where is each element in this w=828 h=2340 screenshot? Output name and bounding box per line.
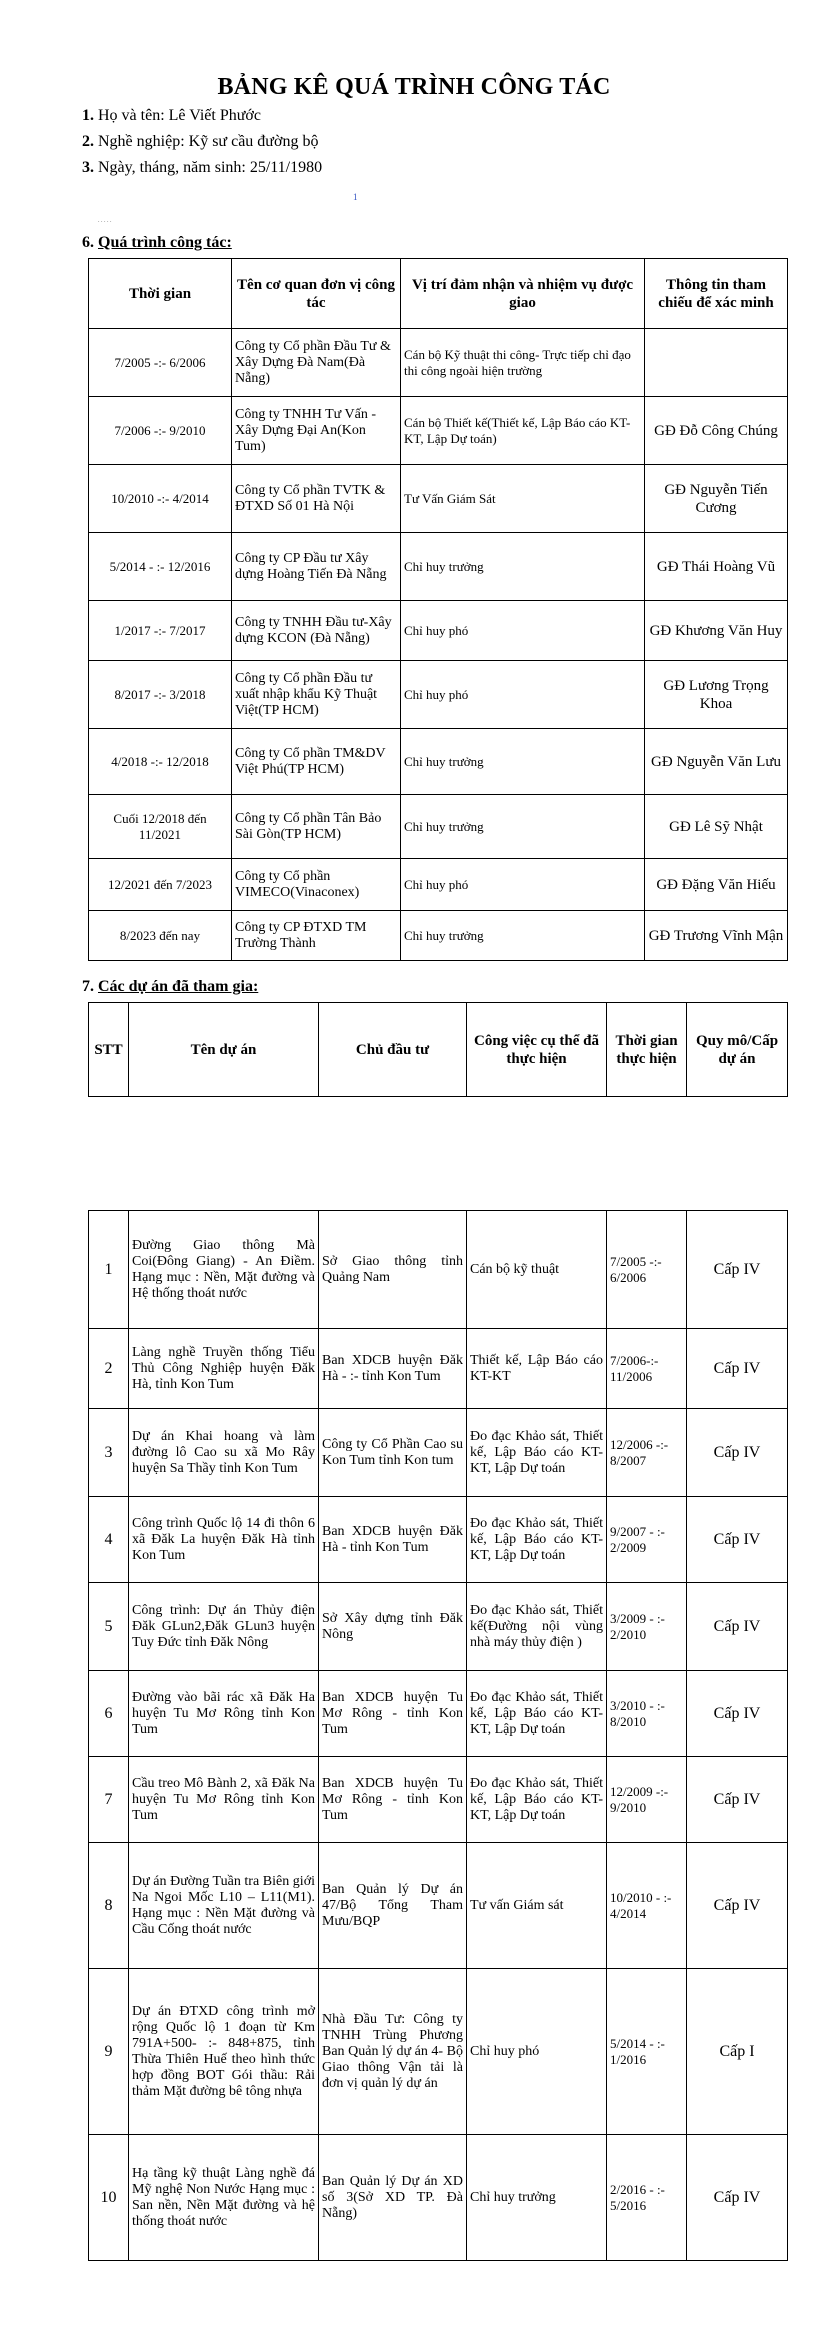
task-cell: Đo đạc Khảo sát, Thiết kế, Lập Báo cáo KT-KT, Lập Dự toán [467, 1671, 607, 1757]
project-name-cell: Dự án Khai hoang và làm đường lô Cao su xã Mo Rây huyện Sa Thầy tỉnh Kon Tum [129, 1409, 319, 1497]
scale-cell: Cấp IV [687, 1843, 788, 1969]
duration-cell: 10/2010 - :- 4/2014 [607, 1843, 687, 1969]
position-cell: Chỉ huy phó [401, 661, 645, 729]
investor-cell: Ban XDCB huyện Đăk Hà - :- tỉnh Kon Tum [319, 1329, 467, 1409]
info-occupation [82, 132, 318, 152]
reference-cell: GĐ Đặng Văn Hiếu [645, 859, 788, 911]
table-row [89, 729, 788, 795]
section-label: Quá trình công tác: [98, 234, 232, 251]
task-cell: Đo đạc Khảo sát, Thiết kế, Lập Báo cáo KT-KT, Lập Dự toán [467, 1497, 607, 1583]
position-cell: Cán bộ Kỹ thuật thi công- Trực tiếp chỉ đạo thi công ngoài hiện trường [401, 329, 645, 397]
table-row [89, 465, 788, 533]
task-cell: Cán bộ kỹ thuật [467, 1211, 607, 1329]
info-text: Nghề nghiệp: Kỹ sư cầu đường bộ [98, 133, 319, 150]
projects-table [88, 1210, 788, 2261]
table-row [89, 911, 788, 961]
header-cell: Vị trí đảm nhận và nhiệm vụ được giao [401, 259, 645, 329]
section-label: Các dự án đã tham gia: [98, 978, 259, 995]
work-history-table [88, 258, 788, 961]
table-row [89, 1329, 788, 1409]
task-cell: Tư vấn Giám sát [467, 1843, 607, 1969]
duration-cell: 5/2014 - :- 1/2016 [607, 1969, 687, 2135]
investor-cell: Ban XDCB huyện Tu Mơ Rông - tỉnh Kon Tum [319, 1671, 467, 1757]
task-cell: Đo đạc Khảo sát, Thiết kế(Đường nội vùng nhà máy thủy điện ) [467, 1583, 607, 1671]
table-row [89, 601, 788, 661]
project-name-cell: Công trình Quốc lộ 14 đi thôn 6 xã Đăk La huyện Đăk Hà tỉnh Kon Tum [129, 1497, 319, 1583]
company-cell: Công ty CP Đầu tư Xây dựng Hoàng Tiến Đà Nẵng [232, 533, 401, 601]
company-cell: Công ty Cổ phần TM&DV Việt Phú(TP HCM) [232, 729, 401, 795]
header-cell: Thời gian [89, 259, 232, 329]
scale-cell: Cấp IV [687, 1211, 788, 1329]
header-cell: Thời gian thực hiện [607, 1003, 687, 1097]
investor-cell: Ban Quản lý Dự án 47/Bộ Tổng Tham Mưu/BQP [319, 1843, 467, 1969]
header-cell: Tên cơ quan đơn vị công tác [232, 259, 401, 329]
reference-cell: GĐ Lê Sỹ Nhật [645, 795, 788, 859]
projects-header-table [88, 1002, 788, 1097]
period-cell: 5/2014 - :- 12/2016 [89, 533, 232, 601]
table-row [89, 1409, 788, 1497]
index-cell: 1 [89, 1211, 129, 1329]
section-number: 7. [82, 978, 94, 995]
index-cell: 4 [89, 1497, 129, 1583]
header-cell: STT [89, 1003, 129, 1097]
info-name [82, 106, 261, 126]
duration-cell: 3/2009 - :- 2/2010 [607, 1583, 687, 1671]
info-number: 1. [82, 107, 94, 124]
project-name-cell: Hạ tầng kỹ thuật Làng nghề đá Mỹ nghệ Non Nước Hạng mục : San nền, Nền Mặt đường và hệ thống thoát nước [129, 2135, 319, 2261]
index-cell: 7 [89, 1757, 129, 1843]
duration-cell: 12/2006 -:- 8/2007 [607, 1409, 687, 1497]
task-cell: Chỉ huy trưởng [467, 2135, 607, 2261]
project-name-cell: Đường Giao thông Mà Coi(Đông Giang) - An Điềm. Hạng mục : Nền, Mặt đường và Hệ thống thoát nước [129, 1211, 319, 1329]
project-name-cell: Công trình: Dự án Thủy điện Đăk GLun2,Đăk GLun3 huyện Tuy Đức tỉnh Đăk Nông [129, 1583, 319, 1671]
scale-cell: Cấp IV [687, 2135, 788, 2261]
scale-cell: Cấp IV [687, 1757, 788, 1843]
info-number: 3. [82, 159, 94, 176]
position-cell: Chỉ huy trưởng [401, 795, 645, 859]
index-cell: 2 [89, 1329, 129, 1409]
period-cell: 1/2017 -:- 7/2017 [89, 601, 232, 661]
period-cell: 8/2023 đến nay [89, 911, 232, 961]
index-cell: 8 [89, 1843, 129, 1969]
table-row [89, 329, 788, 397]
position-cell: Chỉ huy trưởng [401, 533, 645, 601]
index-cell: 3 [89, 1409, 129, 1497]
period-cell: 7/2006 -:- 9/2010 [89, 397, 232, 465]
project-name-cell: Làng nghề Truyền thống Tiểu Thủ Công Nghiệp huyện Đăk Hà, tỉnh Kon Tum [129, 1329, 319, 1409]
period-cell: 4/2018 -:- 12/2018 [89, 729, 232, 795]
table-row [89, 1497, 788, 1583]
duration-cell: 7/2005 -:- 6/2006 [607, 1211, 687, 1329]
table-row [89, 1211, 788, 1329]
table-row [89, 859, 788, 911]
investor-cell: Ban XDCB huyện Tu Mơ Rông - tỉnh Kon Tum [319, 1757, 467, 1843]
duration-cell: 2/2016 - :- 5/2016 [607, 2135, 687, 2261]
header-cell: Công việc cụ thể đã thực hiện [467, 1003, 607, 1097]
investor-cell: Nhà Đầu Tư: Công ty TNHH Trùng Phương Ban Quản lý dự án 4- Bộ Giao thông Vận tải là đơn vị quản lý dự án [319, 1969, 467, 2135]
investor-cell: Sở Xây dựng tỉnh Đăk Nông [319, 1583, 467, 1671]
company-cell: Công ty Cổ phần VIMECO(Vinaconex) [232, 859, 401, 911]
project-name-cell: Dự án ĐTXD công trình mở rộng Quốc lộ 1 đoạn từ Km 791A+500- :- 848+875, tỉnh Thừa Thiên Huế theo hình thức hợp đồng BOT Gói thầu: Rải thảm Mặt đường bê tông nhựa [129, 1969, 319, 2135]
reference-cell [645, 329, 788, 397]
index-cell: 10 [89, 2135, 129, 2261]
period-cell: 12/2021 đến 7/2023 [89, 859, 232, 911]
scale-cell: Cấp IV [687, 1671, 788, 1757]
header-cell: Tên dự án [129, 1003, 319, 1097]
footnote-link[interactable]: 1 [353, 192, 358, 202]
table-row [89, 1969, 788, 2135]
scale-cell: Cấp IV [687, 1497, 788, 1583]
reference-cell: GĐ Nguyễn Văn Lưu [645, 729, 788, 795]
index-cell: 5 [89, 1583, 129, 1671]
section-number: 6. [82, 234, 94, 251]
info-text: Ngày, tháng, năm sinh: 25/11/1980 [98, 159, 323, 176]
reference-cell: GĐ Trương Vĩnh Mận [645, 911, 788, 961]
task-cell: Thiết kế, Lập Báo cáo KT-KT [467, 1329, 607, 1409]
task-cell: Đo đạc Khảo sát, Thiết kế, Lập Báo cáo KT-KT, Lập Dự toán [467, 1757, 607, 1843]
table-row [89, 1843, 788, 1969]
table-row [89, 1671, 788, 1757]
table-row [89, 2135, 788, 2261]
page-title: BẢNG KÊ QUÁ TRÌNH CÔNG TÁC [217, 74, 611, 100]
reference-cell: GĐ Thái Hoàng Vũ [645, 533, 788, 601]
table-header-row [89, 259, 788, 329]
info-birthdate [82, 158, 322, 178]
task-cell: Chỉ huy phó [467, 1969, 607, 2135]
company-cell: Công ty Cổ phần Đầu tư xuất nhập khẩu Kỹ Thuật Việt(TP HCM) [232, 661, 401, 729]
position-cell: Chỉ huy trưởng [401, 911, 645, 961]
position-cell: Chỉ huy phó [401, 859, 645, 911]
info-number: 2. [82, 133, 94, 150]
header-cell: Thông tin tham chiếu để xác minh [645, 259, 788, 329]
company-cell: Công ty TNHH Đầu tư-Xây dựng KCON (Đà Nẵng) [232, 601, 401, 661]
section-work-history-heading [82, 234, 232, 252]
scale-cell: Cấp IV [687, 1409, 788, 1497]
period-cell: 10/2010 -:- 4/2014 [89, 465, 232, 533]
table-row [89, 1757, 788, 1843]
project-name-cell: Đường vào bãi rác xã Đăk Ha huyện Tu Mơ Rông tỉnh Kon Tum [129, 1671, 319, 1757]
duration-cell: 7/2006-:- 11/2006 [607, 1329, 687, 1409]
scale-cell: Cấp I [687, 1969, 788, 2135]
table-row [89, 661, 788, 729]
reference-cell: GĐ Đỗ Công Chúng [645, 397, 788, 465]
period-cell: Cuối 12/2018 đến 11/2021 [89, 795, 232, 859]
company-cell: Công ty Cổ phần TVTK & ĐTXD Số 01 Hà Nội [232, 465, 401, 533]
table-row [89, 1583, 788, 1671]
table-row [89, 795, 788, 859]
table-row [89, 397, 788, 465]
project-name-cell: Cầu treo Mô Bành 2, xã Đăk Na huyện Tu Mơ Rông tỉnh Kon Tum [129, 1757, 319, 1843]
table-header-row [89, 1003, 788, 1097]
reference-cell: GĐ Khương Văn Huy [645, 601, 788, 661]
index-cell: 9 [89, 1969, 129, 2135]
company-cell: Công ty Cổ phần Đầu Tư & Xây Dựng Đà Nam(Đà Nẵng) [232, 329, 401, 397]
header-cell: Chủ đầu tư [319, 1003, 467, 1097]
section-projects-heading [82, 978, 258, 996]
task-cell: Đo đạc Khảo sát, Thiết kế, Lập Báo cáo KT-KT, Lập Dự toán [467, 1409, 607, 1497]
company-cell: Công ty CP ĐTXD TM Trường Thành [232, 911, 401, 961]
scale-cell: Cấp IV [687, 1583, 788, 1671]
project-name-cell: Dự án Đường Tuần tra Biên giới Na Ngoi Mốc L10 – L11(M1). Hạng mục : Nền Mặt đường và Cầu Cống thoát nước [129, 1843, 319, 1969]
reference-cell: GĐ Nguyễn Tiến Cương [645, 465, 788, 533]
period-cell: 7/2005 -:- 6/2006 [89, 329, 232, 397]
period-cell: 8/2017 -:- 3/2018 [89, 661, 232, 729]
investor-cell: Ban XDCB huyện Đăk Hà - tỉnh Kon Tum [319, 1497, 467, 1583]
reference-cell: GĐ Lương Trọng Khoa [645, 661, 788, 729]
dot-leader: . . . . . [98, 218, 112, 224]
header-cell: Quy mô/Cấp dự án [687, 1003, 788, 1097]
position-cell: Chỉ huy trưởng [401, 729, 645, 795]
position-cell: Cán bộ Thiết kế(Thiết kế, Lập Báo cáo KT-KT, Lập Dự toán) [401, 397, 645, 465]
position-cell: Tư Vấn Giám Sát [401, 465, 645, 533]
investor-cell: Sở Giao thông tỉnh Quảng Nam [319, 1211, 467, 1329]
scale-cell: Cấp IV [687, 1329, 788, 1409]
info-text: Họ và tên: Lê Viết Phước [98, 107, 261, 124]
table-row [89, 533, 788, 601]
duration-cell: 12/2009 -:- 9/2010 [607, 1757, 687, 1843]
investor-cell: Công ty Cổ Phần Cao su Kon Tum tỉnh Kon tum [319, 1409, 467, 1497]
investor-cell: Ban Quản lý Dự án XD số 3(Sở XD TP. Đà Nẵng) [319, 2135, 467, 2261]
position-cell: Chỉ huy phó [401, 601, 645, 661]
index-cell: 6 [89, 1671, 129, 1757]
duration-cell: 9/2007 - :- 2/2009 [607, 1497, 687, 1583]
duration-cell: 3/2010 - :- 8/2010 [607, 1671, 687, 1757]
company-cell: Công ty TNHH Tư Vấn - Xây Dựng Đại An(Kon Tum) [232, 397, 401, 465]
company-cell: Công ty Cổ phần Tân Bảo Sài Gòn(TP HCM) [232, 795, 401, 859]
